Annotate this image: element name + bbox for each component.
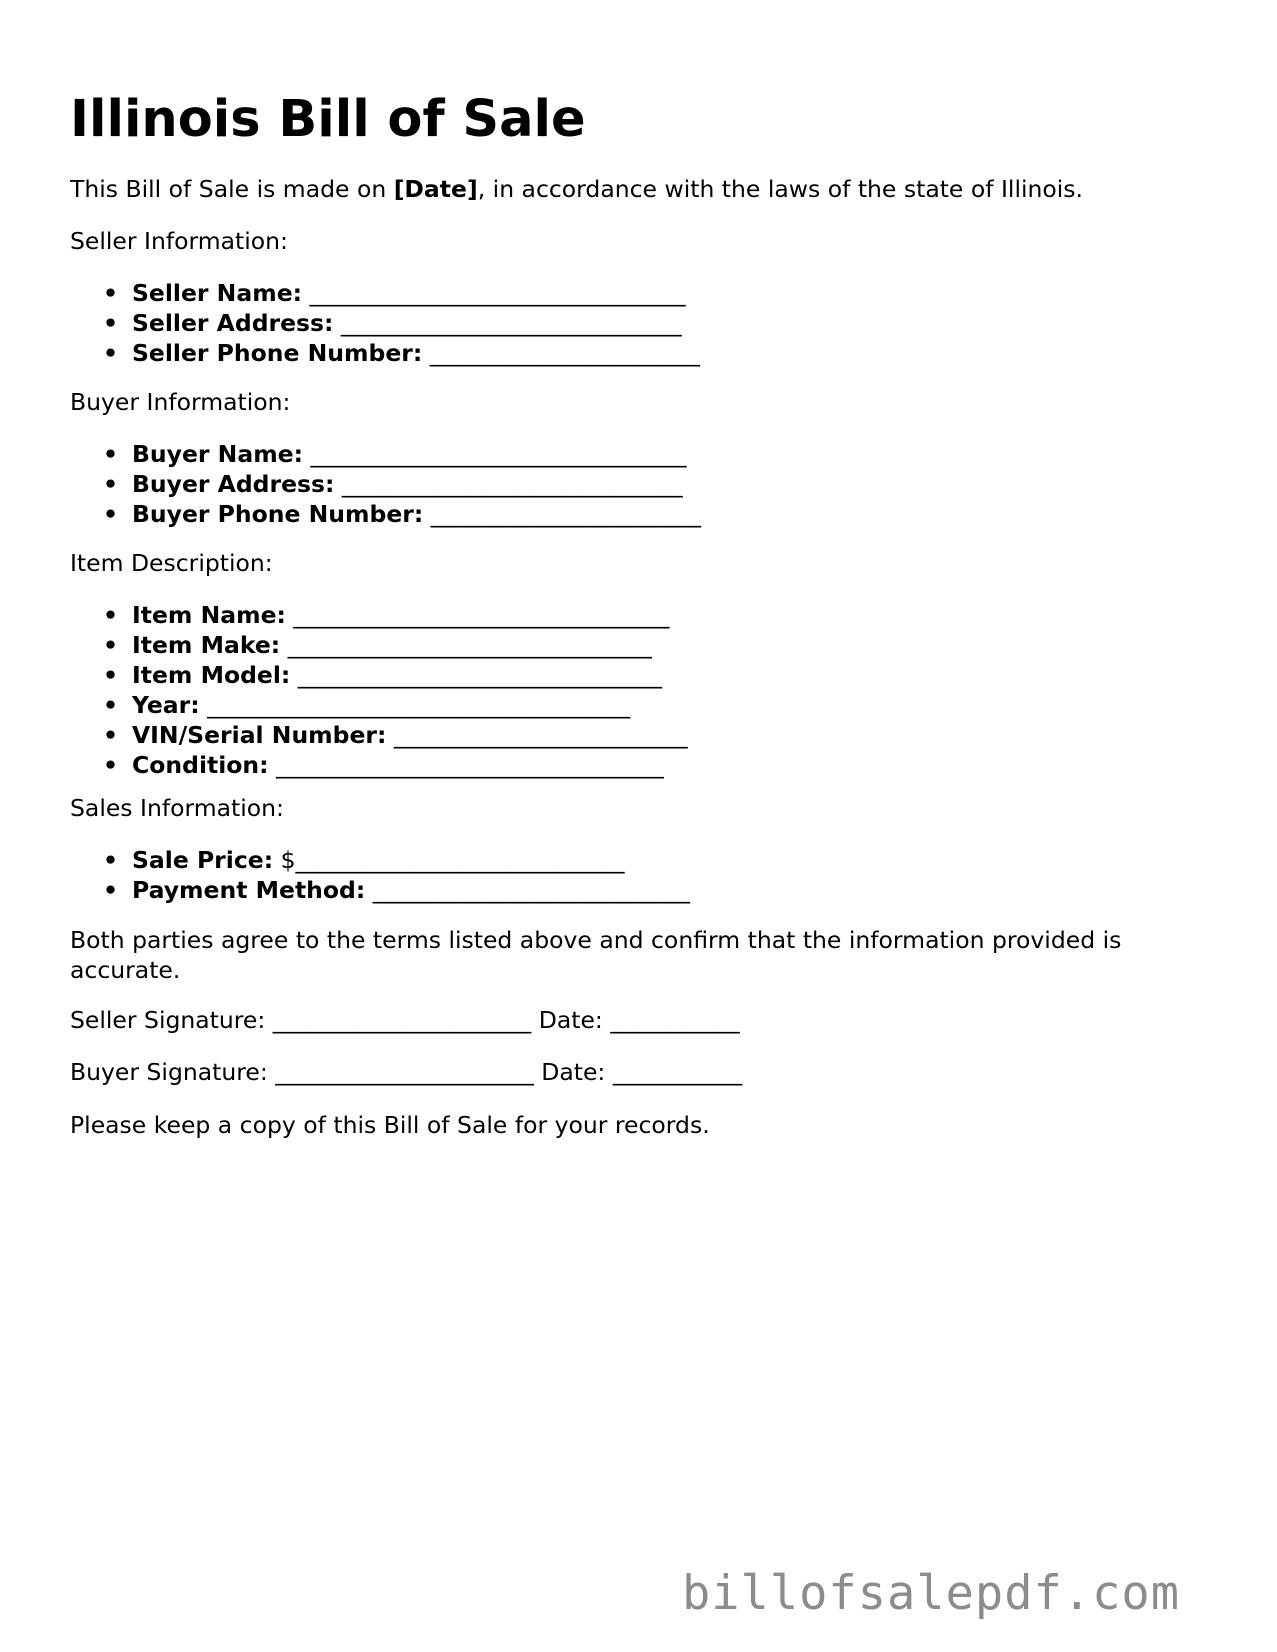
bullet-icon: • (103, 751, 119, 779)
bullet-icon: • (103, 721, 119, 749)
field-label: Item Name: (132, 601, 286, 629)
agreement-paragraph: Both parties agree to the terms listed above and confirm that the information provided is accurate. (70, 926, 1122, 984)
bullet-icon: • (103, 339, 119, 367)
bullet-icon: • (103, 876, 119, 904)
seller-date-label: Date: (531, 1006, 603, 1034)
seller-heading: Seller Information: (70, 227, 288, 255)
field-blank[interactable]: _________________________________ (268, 751, 664, 779)
buyer-signature-label: Buyer Signature: (70, 1058, 268, 1086)
seller-name-field[interactable] (70, 278, 700, 308)
seller-signature-label: Seller Signature: (70, 1006, 266, 1034)
sale-price-field[interactable] (70, 845, 690, 875)
field-blank[interactable]: _______________________________ (280, 631, 652, 659)
field-label: Buyer Phone Number: (132, 500, 424, 528)
buyer-address-field[interactable] (70, 469, 701, 499)
intro-prefix: This Bill of Sale is made on (70, 175, 394, 203)
field-label: Seller Address: (132, 309, 334, 337)
field-label: Item Model: (132, 661, 291, 689)
buyer-signature-blank[interactable]: ______________________ (267, 1058, 534, 1086)
bullet-icon: • (103, 661, 119, 689)
bullet-icon: • (103, 846, 119, 874)
field-blank[interactable]: _______________________ (422, 339, 700, 367)
field-label: Item Make: (132, 631, 281, 659)
bullet-icon: • (103, 500, 119, 528)
buyer-fields (70, 439, 701, 529)
field-blank[interactable]: _______________________________ (290, 661, 663, 689)
field-blank[interactable]: ________________________________ (302, 279, 686, 307)
bullet-icon: • (103, 631, 119, 659)
item-heading: Item Description: (70, 549, 273, 577)
payment-method-field[interactable] (70, 875, 690, 905)
buyer-phone-field[interactable] (70, 499, 701, 529)
buyer-signature-line (70, 1057, 742, 1087)
field-label: Sale Price: (132, 846, 274, 874)
sales-heading: Sales Information: (70, 794, 284, 822)
field-blank[interactable]: _____________________________ (334, 470, 683, 498)
field-label: Payment Method: (132, 876, 366, 904)
seller-address-field[interactable] (70, 308, 700, 338)
buyer-heading: Buyer Information: (70, 388, 291, 416)
field-blank[interactable]: ____________________________________ (199, 691, 631, 719)
item-make-field[interactable] (70, 630, 688, 660)
item-fields (70, 600, 688, 780)
field-blank[interactable]: _________________________ (386, 721, 688, 749)
bullet-icon: • (103, 279, 119, 307)
seller-phone-field[interactable] (70, 338, 700, 368)
bullet-icon: • (103, 440, 119, 468)
seller-signature-line (70, 1005, 740, 1035)
bullet-icon: • (103, 691, 119, 719)
field-label: Seller Phone Number: (132, 339, 423, 367)
field-label: Year: (132, 691, 200, 719)
field-label: Buyer Address: (132, 470, 335, 498)
bullet-icon: • (103, 309, 119, 337)
field-label: Buyer Name: (132, 440, 304, 468)
intro-suffix: , in accordance with the laws of the state of Illinois. (477, 175, 1084, 203)
seller-signature-blank[interactable]: ______________________ (265, 1006, 532, 1034)
field-blank[interactable]: ___________________________ (365, 876, 691, 904)
seller-fields (70, 278, 700, 368)
footer-note: Please keep a copy of this Bill of Sale for your records. (70, 1111, 710, 1139)
watermark-logo: billofsalepdf.com (681, 1566, 1180, 1621)
field-blank[interactable]: ________________________________ (303, 440, 687, 468)
date-placeholder: [Date] (393, 175, 478, 203)
buyer-name-field[interactable] (70, 439, 701, 469)
item-vin-field[interactable] (70, 720, 688, 750)
item-name-field[interactable] (70, 600, 688, 630)
page-title: Illinois Bill of Sale (70, 90, 586, 149)
seller-date-blank[interactable]: ___________ (602, 1006, 740, 1034)
field-blank[interactable]: ________________________________ (285, 601, 670, 629)
sales-fields (70, 845, 690, 905)
bullet-icon: • (103, 601, 119, 629)
field-blank[interactable]: _____________________________ (333, 309, 682, 337)
intro-paragraph (70, 174, 1083, 204)
field-blank[interactable]: $____________________________ (273, 846, 625, 874)
bullet-icon: • (103, 470, 119, 498)
field-label: Seller Name: (132, 279, 303, 307)
field-label: Condition: (132, 751, 269, 779)
item-year-field[interactable] (70, 690, 688, 720)
field-blank[interactable]: _______________________ (423, 500, 701, 528)
item-model-field[interactable] (70, 660, 688, 690)
item-condition-field[interactable] (70, 750, 688, 780)
buyer-date-label: Date: (533, 1058, 606, 1086)
buyer-date-blank[interactable]: ___________ (605, 1058, 743, 1086)
field-label: VIN/Serial Number: (132, 721, 387, 749)
